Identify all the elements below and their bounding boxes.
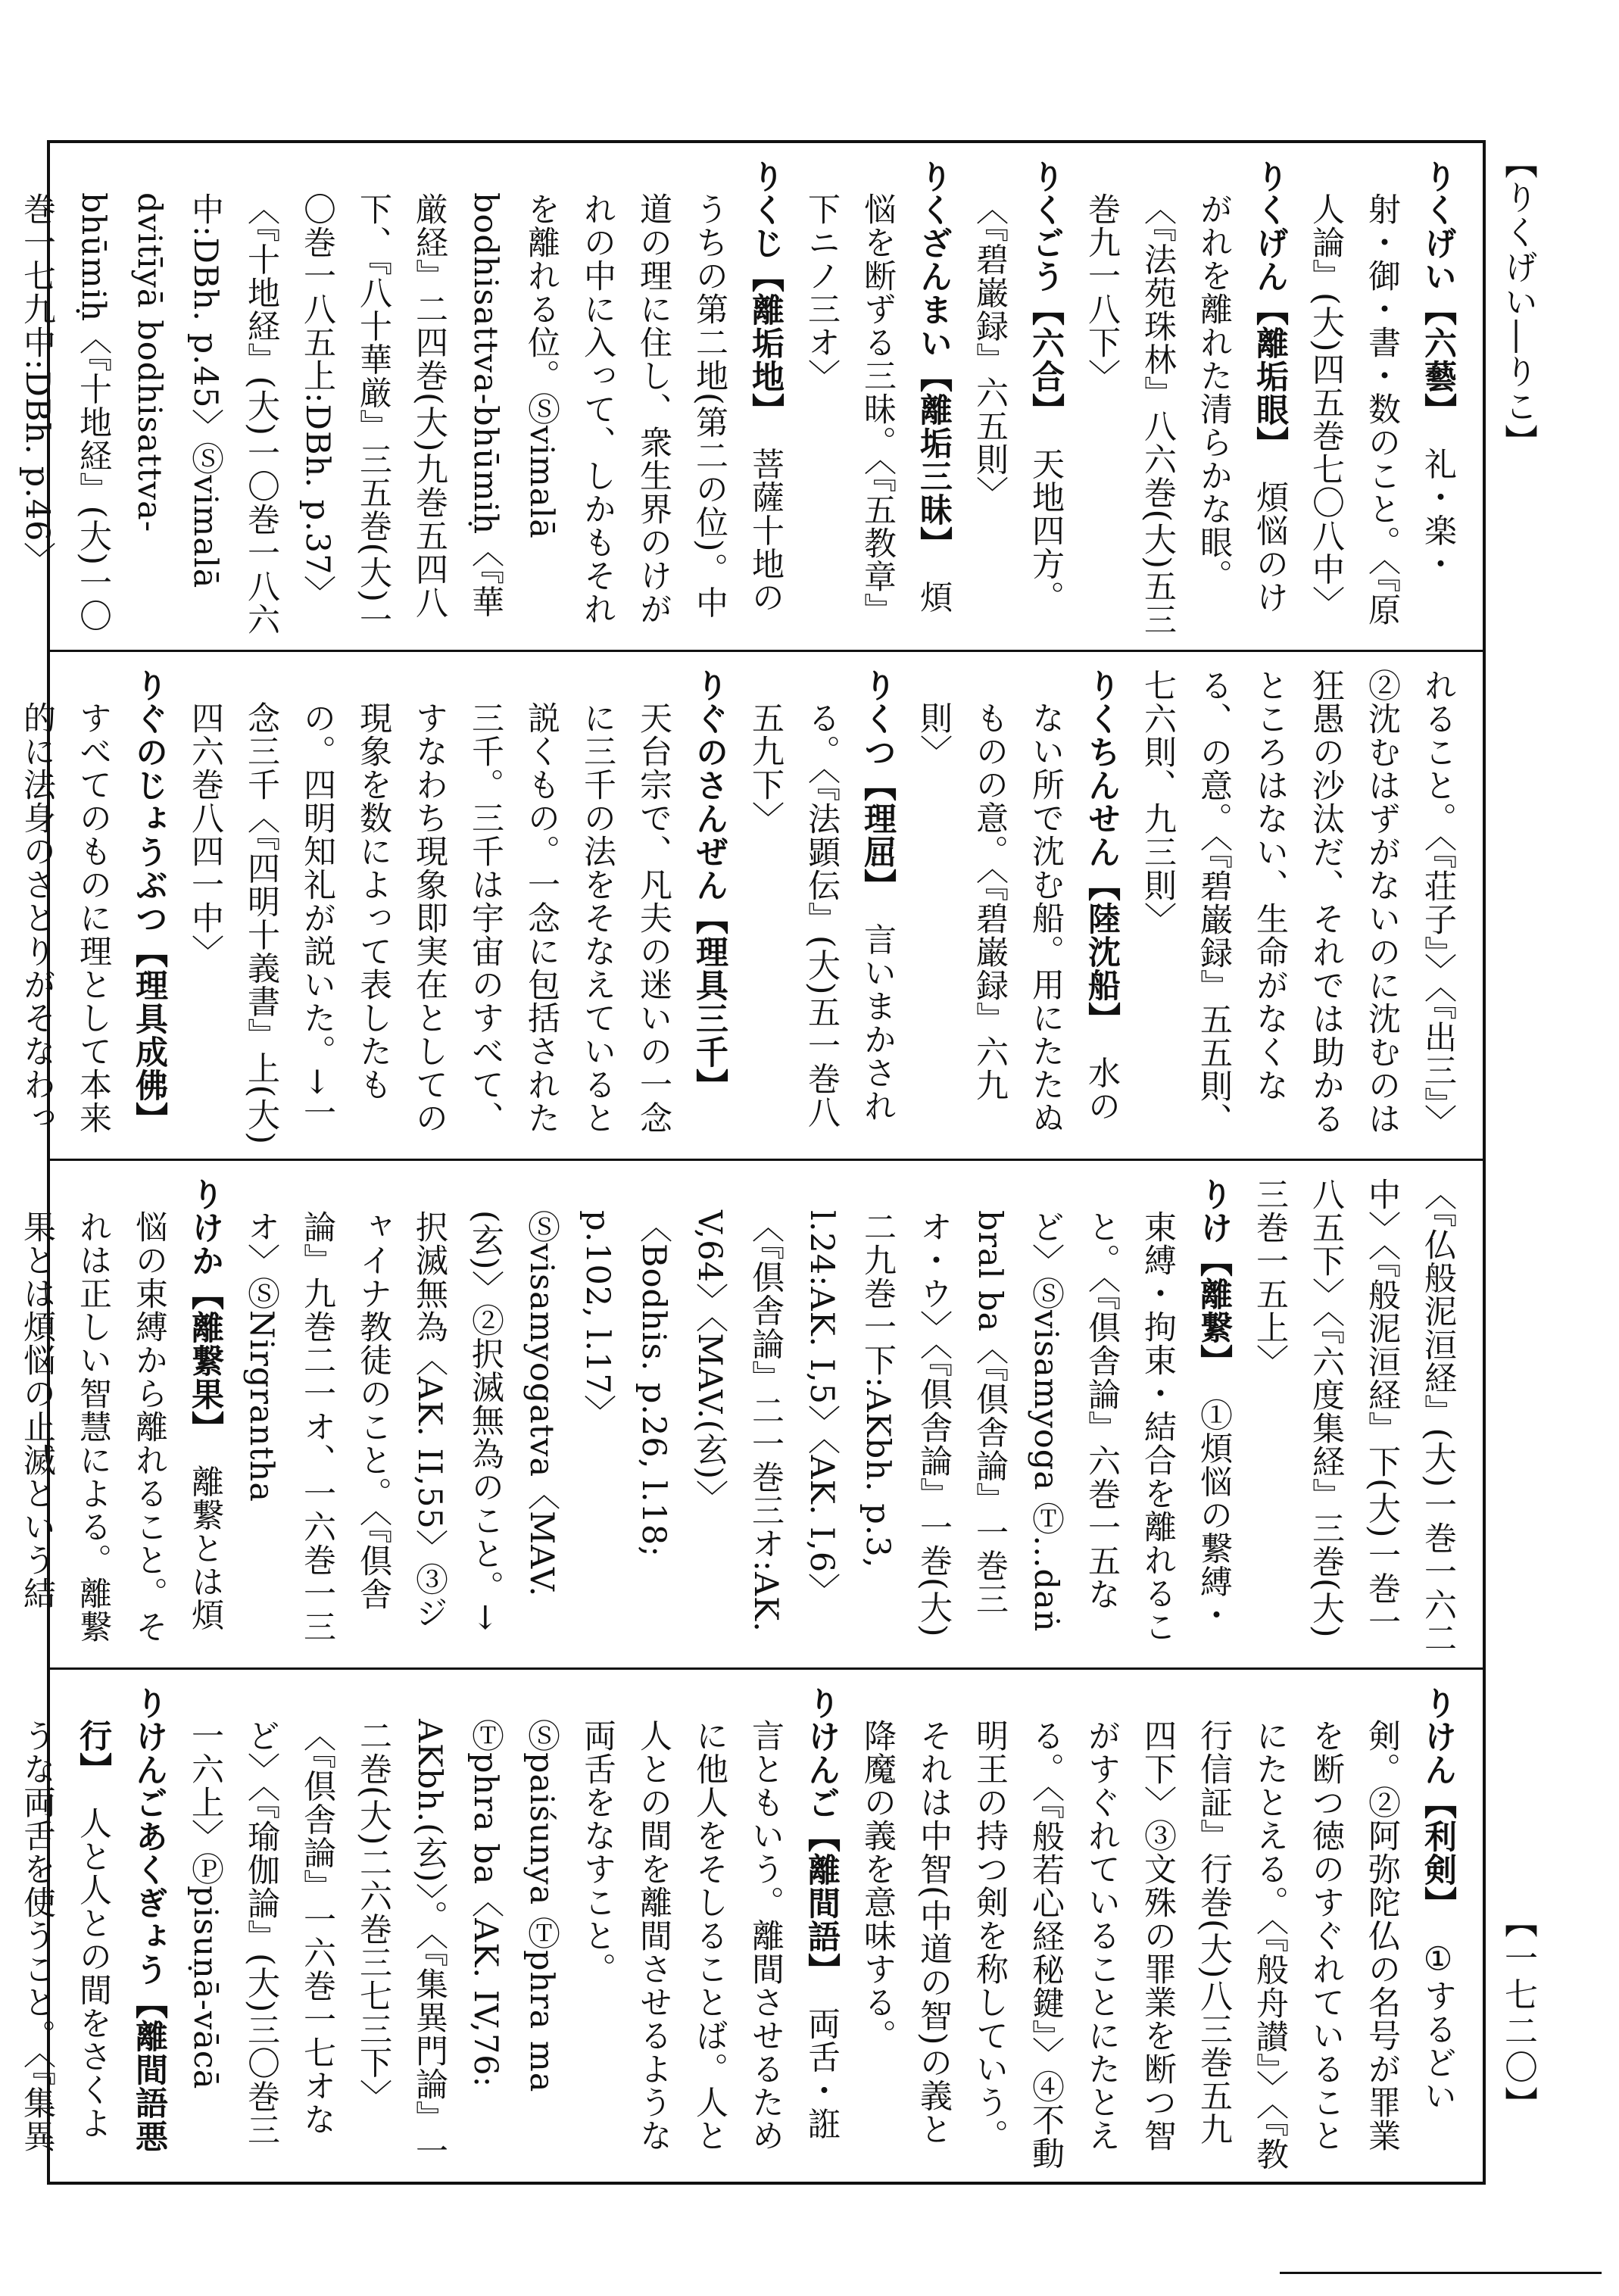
entry-headword: りくごう xyxy=(1027,160,1065,293)
entry-kanji: 【 離垢地 】 xyxy=(747,260,785,436)
dictionary-entry xyxy=(738,669,906,1148)
entry-kanji: 【 利剣 】 xyxy=(1419,1786,1457,1929)
dictionary-entry xyxy=(850,1686,1466,2171)
entry-definition: 煩悩を断ずる三昧。〈『五教章』下ニノ三オ〉 xyxy=(803,192,953,626)
dictionary-entry xyxy=(0,669,177,1148)
entry-definition: 礼・楽・射・御・書・数のこと。〈『原人論』(大)四五巻七〇八中〉 xyxy=(1307,192,1457,626)
entry-kanji: 【 陸沈船 】 xyxy=(1083,869,1121,1045)
running-head: 【りくげい―りこ】 xyxy=(1499,145,1537,459)
dictionary-entry xyxy=(0,160,794,639)
dictionary-entry xyxy=(0,1686,177,2171)
entry-definition: 〈『仏般泥洹経』(大)一巻一六二中〉〈『般泥洹経』下(大)一巻一八五下〉〈『六度集経』三巻(大)三巻一五上〉 xyxy=(1251,1178,1457,1655)
dictionary-entry xyxy=(177,1686,850,2171)
tier-1 xyxy=(18,143,1483,652)
tier-text xyxy=(18,669,1466,1148)
entry-headword: りけんごあくぎょう xyxy=(130,1686,168,1986)
entry-headword: りけんご xyxy=(803,1686,841,1820)
entry-kanji: 【 六合 】 xyxy=(1027,293,1065,436)
entry-definition: 離繋とは煩悩の束縛から離れること。それは正しい智慧による。離繋果とは煩悩の止滅という結 xyxy=(18,1210,224,1643)
entry-headword: りぐのじょうぶつ xyxy=(130,669,168,935)
dictionary-entry xyxy=(0,1178,233,1657)
entry-definition: 言いまかされる。〈『法顕伝』(大)五一巻八五九下〉 xyxy=(747,701,897,1129)
dictionary-entry xyxy=(177,669,738,1148)
entry-headword: りくつ xyxy=(859,669,897,769)
entry-headword: りけん xyxy=(1419,1686,1457,1786)
entry-definition: れること。〈『荘子』〉〈『出三』〉②沈むはずがないのに沈むのは狂愚の沙汰だ、それでは助かるところはない、生命がなくなる、の意。〈『碧巌録』五五則、七六則、九三則〉 xyxy=(1139,669,1457,1137)
entry-headword: りくじ xyxy=(747,160,785,260)
dictionary-page-frame xyxy=(18,140,1486,2185)
entry-definition: 両舌・誑言ともいう。離間させるために他人をそしることば。人と人との間を離間させるような両舌をなすこと。Ⓢpaiśunya Ⓣphra ma Ⓣphra ba〈AK. IV,76: AKbh.(玄)〉。〈『集異門論』一二巻(大)二六巻三七三下〉〈『倶舎論』一六巻一七オなど〉〈『瑜伽論』(大)三〇巻三一六上〉Ⓟpisuṇā-vācā xyxy=(186,1719,841,2168)
dictionary-entry xyxy=(906,669,1130,1148)
page-number: 【一七二〇】 xyxy=(1499,1904,1537,2123)
tier-3 xyxy=(18,1161,1483,1670)
entry-kanji: 【 理具成佛 】 xyxy=(130,935,168,1145)
dictionary-entry xyxy=(233,1178,1242,1657)
dictionary-entry xyxy=(962,160,1074,639)
entry-definition: ①するどい剣。②阿弥陀仏の名号が罪業を断つ徳のすぐれていることにたとえる。〈『般舟讃』〉〈『教行信証』行巻(大)八三巻五九四下〉③文殊の罪業を断つ智がすぐれていることにたとえる。〈『般若心経秘鍵』〉④不動明王の持つ剣を称していう。それは中智(中道の智)の義と降魔の義を意味する。 xyxy=(859,1719,1457,2171)
entry-kanji: 【 離垢眼 】 xyxy=(1251,293,1289,469)
dictionary-entry xyxy=(1074,160,1298,639)
entry-definition: すべてのものに理として本来的に法身のさとりがそなわっ xyxy=(18,701,112,1134)
tier-text xyxy=(18,160,1466,639)
entry-definition: 人と人との間をさくような両舌を使うこと。〈『集異 xyxy=(18,1719,112,2153)
entry-continuation xyxy=(1130,669,1466,1148)
entry-definition: 水のない所で沈む船。用にたたぬものの意。〈『碧巌録』六九則〉 xyxy=(915,701,1121,1134)
entry-kanji: 【 離垢三昧 】 xyxy=(915,360,953,569)
entry-kanji: 【 六藝 】 xyxy=(1419,293,1457,436)
entry-definition: ①煩悩の繋縛・束縛・拘束・結合を離れること。〈『倶舎論』六巻一五など〉Ⓢvisamyoga Ⓣ...daṅ bral ba〈『倶舎論』一巻三オ・ウ〉〈『倶舎論』一巻(大)二九巻一下:AKbh. p.3, l.24:AK. I,5〉〈AK. I,6〉〈『倶舎論』二一巻三オ:AK. V,64〉〈MAV.(玄)〉〈Bodhis. p.26, l.18; p.102, l.17〉Ⓢvisamyogatva〈MAV.(玄)〉②択滅無為のこと。→択滅無為〈AK. II,55〉③ジャイナ教徒のこと。〈『倶舎論』九巻二一オ、一六巻一三オ〉ⓈNirgrantha xyxy=(242,1210,1233,1643)
entry-headword: りけか xyxy=(186,1178,224,1277)
entry-headword: りくげい xyxy=(1419,160,1457,293)
entry-headword: りぐのさんぜん xyxy=(691,669,728,902)
entry-kanji: 【 理具三千 】 xyxy=(691,902,728,1112)
tier-2 xyxy=(18,652,1483,1161)
entry-headword: りけ xyxy=(1195,1178,1233,1244)
tier-4 xyxy=(18,1670,1483,2182)
entry-headword: りくちんせん xyxy=(1083,669,1121,869)
entry-kanji: 【 離繋 】 xyxy=(1195,1244,1233,1387)
entry-continuation xyxy=(1242,1178,1466,1657)
entry-headword: りくざんまい xyxy=(915,160,953,360)
entry-kanji: 【 離間語 】 xyxy=(803,1820,841,1996)
tier-text xyxy=(18,1178,1466,1657)
entry-definition: 煩悩のけがれを離れた清らかな眼。〈『法苑珠林』八六巻(大)五三巻九一八下〉 xyxy=(1083,192,1289,637)
tier-text xyxy=(18,1686,1466,2171)
footer-rule xyxy=(1280,2272,1602,2274)
entry-definition: 天台宗で、凡夫の迷いの一念に三千の法をそなえていると説くもの。一念に包括された三千。三千は宇宙のすべて、すなわち現象即実在としての現象を数によって表したもの。四明知礼が説いた。→一念三千〈『四明十義書』上(大)四六巻八四一中〉 xyxy=(186,701,672,1146)
entry-kanji: 【 離繋果 】 xyxy=(186,1277,224,1454)
entry-definition: 天地四方。〈『碧巌録』六五則〉 xyxy=(971,192,1065,614)
entry-definition: 菩薩十地のうちの第二地(第二の位)。中道の理に住し、衆生界のけがれの中に入って、しかもそれを離れる位。Ⓢvimalā bodhisattva-bhūmiḥ〈『華厳経』二四巻(大)九巻五四八下、『八十華厳』三五巻(大)一〇巻一八五上:DBh. p.37〉〈『十地経』(大)一〇巻一八六中:DBh. p.45〉Ⓢvimalā dvitīyā bodhisattva-bhūmiḥ〈『十地経』(大)一〇巻一七九中:DBh. p.46〉 xyxy=(18,192,785,637)
dictionary-entry xyxy=(794,160,962,639)
entry-kanji: 【 理屈 】 xyxy=(859,769,897,912)
entry-kanji: 【 離間語悪行 】 xyxy=(74,1719,168,2153)
dictionary-entry xyxy=(1298,160,1466,639)
entry-headword: りくげん xyxy=(1251,160,1289,293)
